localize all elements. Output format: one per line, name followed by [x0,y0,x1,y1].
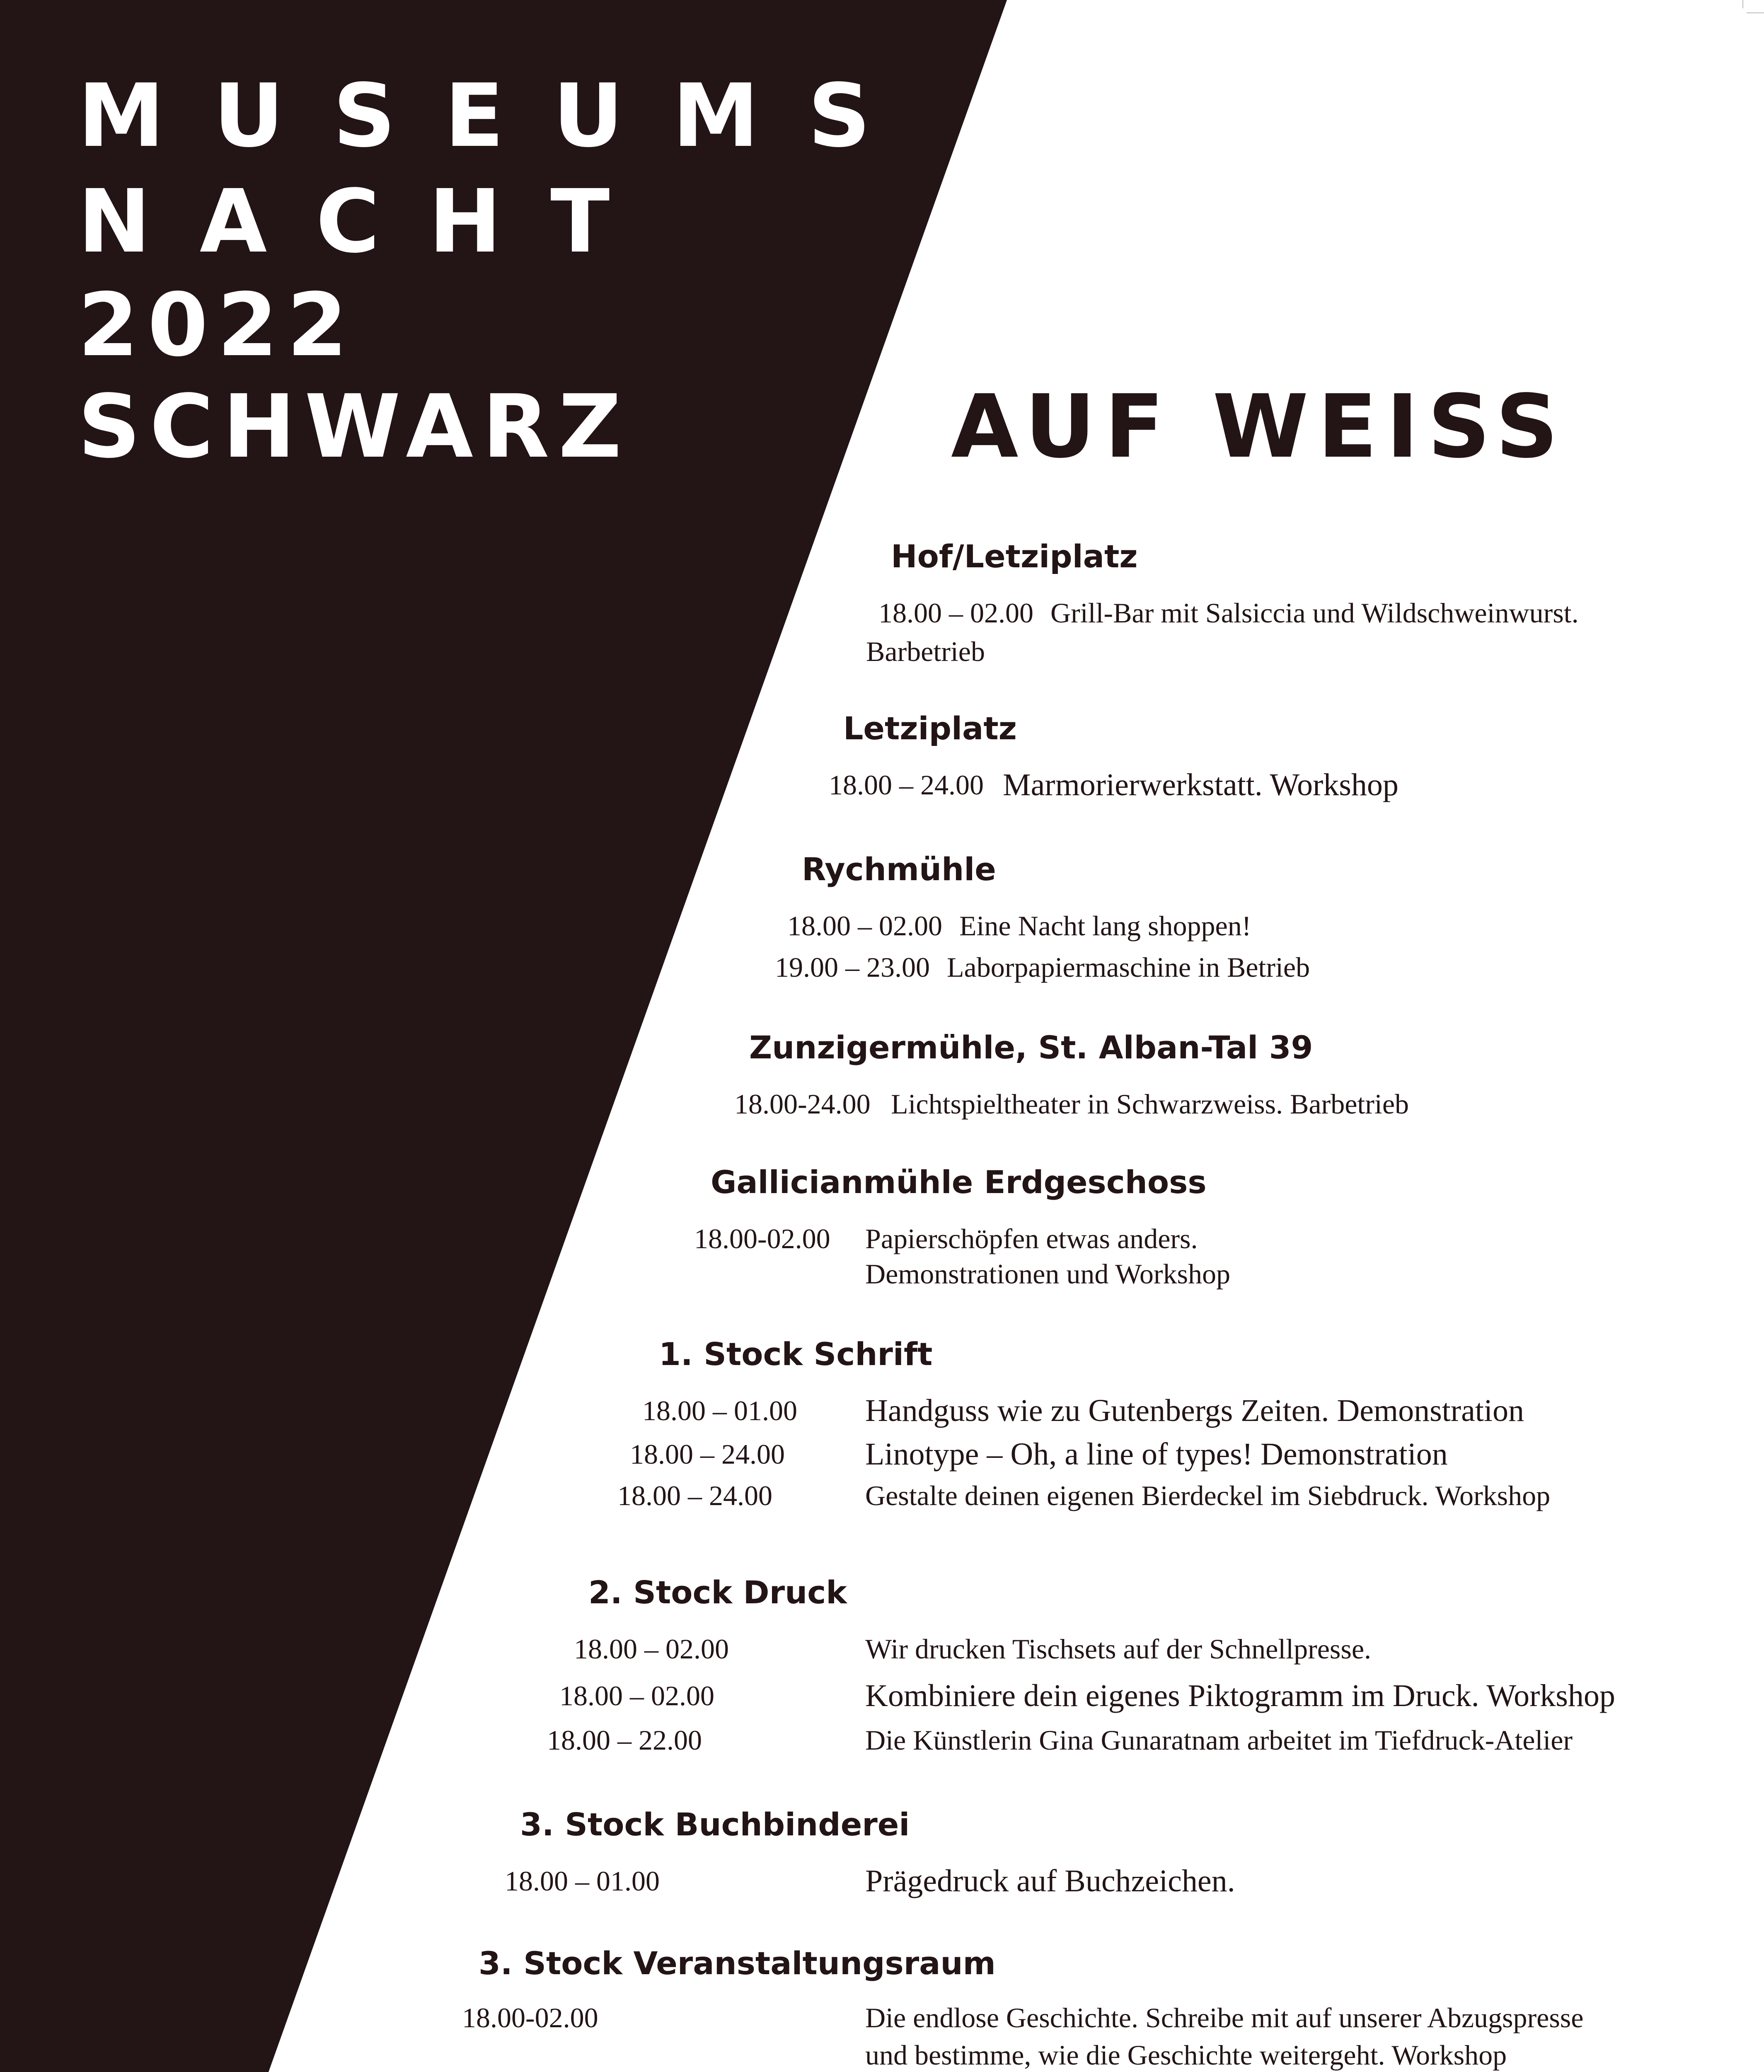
section-heading: 3. Stock Veranstaltungsraum [479,1945,996,1982]
entry-text: Eine Nacht lang shoppen! [959,910,1251,942]
entry-time: 18.00-02.00 [462,2002,598,2033]
section-heading: Rychmühle [802,851,996,888]
entry-time: 18.00 – 24.00 [617,1480,772,1511]
entry-time: 18.00 – 22.00 [547,1724,702,1756]
entry-time: 18.00 – 02.00 [574,1633,729,1665]
section-heading: Zunzigermühle, St. Alban-Tal 39 [749,1029,1313,1066]
entry-time: 18.00-02.00 [694,1223,830,1254]
entry-text: Die endlose Geschichte. Schreibe mit auf unserer Abzugspresse [865,2002,1584,2033]
entry-text: Prägedruck auf Buchzeichen. [865,1864,1235,1898]
entry-text: Gestalte deinen eigenen Bierdeckel im Siebdruck. Workshop [865,1480,1551,1511]
entry-time: 18.00 – 01.00 [642,1395,797,1426]
section-heading: 1. Stock Schrift [659,1336,933,1372]
title-schwarz: SCHWARZ [78,376,631,477]
section-heading: Hof/Letziplatz [891,538,1138,575]
section-heading: 3. Stock Buchbinderei [520,1806,910,1843]
entry-text-cont: Barbetrieb [866,636,985,667]
title-auf-weiss: AUF WEISS [951,376,1568,477]
crop-mark [1742,0,1743,8]
section-heading: Gallicianmühle Erdgeschoss [711,1164,1207,1201]
entry-text: Papierschöpfen etwas anders. [865,1223,1198,1254]
entry-time: 18.00 – 24.00 [630,1438,785,1470]
entry-text: Die Künstlerin Gina Gunaratnam arbeitet im Tiefdruck-Atelier [865,1724,1573,1756]
entry-text: Marmorierwerkstatt. Workshop [1003,767,1399,802]
crop-mark [1747,12,1764,13]
entry-time: 18.00 – 02.00 [787,910,942,942]
entry-text-cont: und bestimme, wie die Geschichte weitergeht. Workshop [865,2039,1507,2071]
entry-time: 18.00 – 02.00 [559,1680,714,1711]
entry-text: Handguss wie zu Gutenbergs Zeiten. Demonstration [865,1393,1524,1428]
title-year: 2022 [78,274,357,376]
entry-time: 19.00 – 23.00 [775,951,930,983]
title-museums: MUSEUMS [78,65,920,167]
entry-text-cont: Demonstrationen und Workshop [865,1258,1230,1290]
entry-text: Lichtspieltheater in Schwarzweiss. Barbetrieb [891,1088,1409,1120]
entry-text: Wir drucken Tischsets auf der Schnellpresse. [865,1633,1372,1665]
entry-text: Grill-Bar mit Salsiccia und Wildschweinwurst. [1050,597,1579,629]
entry-text: Laborpapiermaschine in Betrieb [947,951,1310,983]
entry-time: 18.00 – 02.00 [878,597,1033,629]
title-nacht: NACHT [78,171,659,272]
section-heading: Letziplatz [843,710,1017,747]
section-heading: 2. Stock Druck [588,1574,847,1611]
entry-text: Linotype – Oh, a line of types! Demonstration [865,1437,1448,1472]
entry-text: Kombiniere dein eigenes Piktogramm im Druck. Workshop [865,1678,1615,1713]
entry-time: 18.00 – 24.00 [829,769,984,801]
entry-time: 18.00 – 01.00 [505,1865,660,1897]
entry-time: 18.00-24.00 [734,1088,871,1120]
